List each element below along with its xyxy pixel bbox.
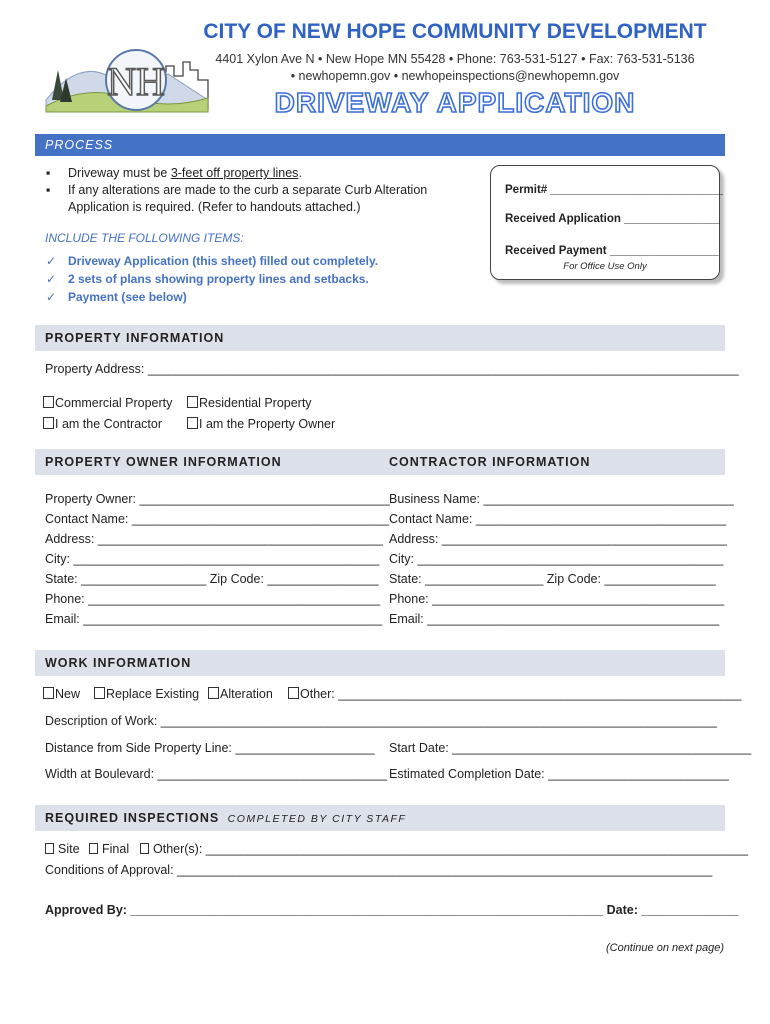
work-info-heading: WORK INFORMATION bbox=[35, 650, 725, 676]
commercial-label: Commercial Property bbox=[55, 396, 173, 410]
permit-number-field[interactable]: Permit# ___________________________ bbox=[505, 184, 724, 196]
side-distance-field[interactable]: Distance from Side Property Line: ____________________ bbox=[45, 741, 375, 755]
work-other-option[interactable] bbox=[288, 687, 741, 701]
commercial-checkbox[interactable] bbox=[43, 396, 54, 408]
include-items-heading: INCLUDE THE FOLLOWING ITEMS: bbox=[45, 231, 244, 245]
contractor-checkbox[interactable] bbox=[43, 417, 54, 429]
bullet-icon: ▪ bbox=[46, 166, 51, 180]
residential-label: Residential Property bbox=[199, 396, 312, 410]
commercial-property-option[interactable] bbox=[43, 396, 172, 410]
residential-property-option[interactable] bbox=[187, 396, 312, 410]
contractor-email-field[interactable]: Email: __________________________________________ bbox=[389, 612, 720, 626]
new-checkbox[interactable] bbox=[43, 687, 54, 699]
bullet-icon: ▪ bbox=[46, 183, 51, 197]
address-line-2: • newhopemn.gov • newhopeinspections@newhopemn.gov bbox=[290, 69, 620, 83]
owner-label: I am the Property Owner bbox=[199, 417, 336, 431]
final-inspection-option[interactable] bbox=[89, 842, 129, 856]
contractor-contact-field[interactable]: Contact Name: ____________________________________ bbox=[389, 512, 727, 526]
others-field[interactable]: Other(s): ______________________________________________________________________________ bbox=[153, 842, 749, 856]
property-address-field[interactable]: Property Address: _____________________________________________________________________________________ bbox=[45, 362, 739, 376]
process-bullet-2-line2: Application is required. (Refer to handouts attached.) bbox=[68, 200, 361, 214]
continue-note: (Continue on next page) bbox=[605, 942, 724, 954]
contractor-option[interactable] bbox=[43, 417, 162, 431]
document-title: DRIVEWAY APPLICATION bbox=[274, 87, 636, 118]
bullet1-text: Driveway must be bbox=[68, 166, 171, 180]
work-new-option[interactable] bbox=[43, 687, 80, 701]
replace-checkbox[interactable] bbox=[94, 687, 105, 699]
received-application-field[interactable]: Received Application _______________ bbox=[505, 213, 721, 225]
contractor-address-field[interactable]: Address: _________________________________________ bbox=[389, 532, 727, 546]
process-heading: PROCESS bbox=[35, 134, 725, 156]
check-icon: ✓ bbox=[46, 272, 57, 286]
final-checkbox[interactable] bbox=[89, 843, 98, 854]
contractor-state-zip-field[interactable]: State: _________________ Zip Code: ________________ bbox=[389, 572, 716, 586]
include-item-1: Driveway Application (this sheet) filled out completely. bbox=[68, 254, 379, 268]
process-bullet-1 bbox=[68, 166, 302, 180]
include-item-2: 2 sets of plans showing property lines and setbacks. bbox=[68, 272, 369, 286]
inspections-subheading: COMPLETED BY CITY STAFF bbox=[227, 813, 407, 825]
owner-contractor-bar bbox=[35, 449, 725, 475]
residential-checkbox[interactable] bbox=[187, 396, 198, 408]
contractor-city-field[interactable]: City: ____________________________________________ bbox=[389, 552, 724, 566]
other-inspection-option[interactable] bbox=[140, 842, 748, 856]
conditions-field[interactable]: Conditions of Approval: _____________________________________________________________________________ bbox=[45, 863, 713, 877]
description-field[interactable]: Description of Work: ________________________________________________________________________________ bbox=[45, 714, 717, 728]
replace-label: Replace Existing bbox=[106, 687, 200, 701]
office-use-box bbox=[490, 165, 724, 280]
site-label: Site bbox=[58, 842, 80, 856]
final-label: Final bbox=[102, 842, 130, 856]
include-item-3: Payment (see below) bbox=[68, 290, 187, 304]
owner-contact-field[interactable]: Contact Name: _____________________________________ bbox=[45, 512, 390, 526]
owner-email-field[interactable]: Email: ___________________________________________ bbox=[45, 612, 383, 626]
work-alteration-option[interactable] bbox=[208, 687, 273, 701]
inspections-bar bbox=[35, 805, 725, 831]
owner-state-zip-field[interactable]: State: __________________ Zip Code: ________________ bbox=[45, 572, 379, 586]
alteration-label: Alteration bbox=[220, 687, 273, 701]
other-checkbox[interactable] bbox=[288, 687, 299, 699]
business-name-field[interactable]: Business Name: ____________________________________ bbox=[389, 492, 734, 506]
boulevard-width-field[interactable]: Width at Boulevard: _________________________________ bbox=[45, 767, 387, 781]
site-checkbox[interactable] bbox=[45, 843, 54, 854]
approved-by-field[interactable]: Approved By: ____________________________________________________________________ Date: ______________ bbox=[45, 903, 739, 917]
work-replace-option[interactable] bbox=[94, 687, 199, 701]
owner-address-field[interactable]: Address: _________________________________________ bbox=[45, 532, 383, 546]
setback-requirement: 3-feet off property lines bbox=[170, 166, 299, 180]
site-inspection-option[interactable] bbox=[45, 842, 80, 856]
received-payment-field[interactable]: Received Payment _________________ bbox=[505, 245, 719, 257]
others-checkbox[interactable] bbox=[140, 843, 149, 854]
process-bullet-2-line1: If any alterations are made to the curb a separate Curb Alteration bbox=[68, 183, 428, 197]
bullet1-end: . bbox=[298, 166, 302, 180]
owner-name-field[interactable]: Property Owner: ____________________________________ bbox=[45, 492, 390, 506]
org-title: CITY OF NEW HOPE COMMUNITY DEVELOPMENT bbox=[203, 20, 707, 43]
check-icon: ✓ bbox=[46, 254, 57, 268]
owner-option[interactable] bbox=[187, 417, 335, 431]
alteration-checkbox[interactable] bbox=[208, 687, 219, 699]
office-use-note: For Office Use Only bbox=[563, 261, 647, 272]
completion-date-field[interactable]: Estimated Completion Date: __________________________ bbox=[389, 767, 729, 781]
owner-info-heading: PROPERTY OWNER INFORMATION bbox=[45, 455, 282, 469]
owner-city-field[interactable]: City: ____________________________________________ bbox=[45, 552, 380, 566]
contractor-phone-field[interactable]: Phone: __________________________________________ bbox=[389, 592, 725, 606]
other-field[interactable]: Other: __________________________________________________________ bbox=[300, 687, 742, 701]
contractor-info-heading: CONTRACTOR INFORMATION bbox=[389, 455, 591, 469]
address-line-1: 4401 Xylon Ave N • New Hope MN 55428 • Phone: 763-531-5127 • Fax: 763-531-5136 bbox=[215, 52, 695, 66]
start-date-field[interactable]: Start Date: ___________________________________________ bbox=[389, 741, 752, 755]
logo-letters: NH bbox=[107, 59, 165, 104]
owner-checkbox[interactable] bbox=[187, 417, 198, 429]
new-label: New bbox=[55, 687, 81, 701]
check-icon: ✓ bbox=[46, 290, 57, 304]
inspections-heading: REQUIRED INSPECTIONS bbox=[45, 811, 220, 825]
property-info-heading: PROPERTY INFORMATION bbox=[35, 325, 725, 351]
owner-phone-field[interactable]: Phone: __________________________________________ bbox=[45, 592, 381, 606]
contractor-label: I am the Contractor bbox=[55, 417, 162, 431]
